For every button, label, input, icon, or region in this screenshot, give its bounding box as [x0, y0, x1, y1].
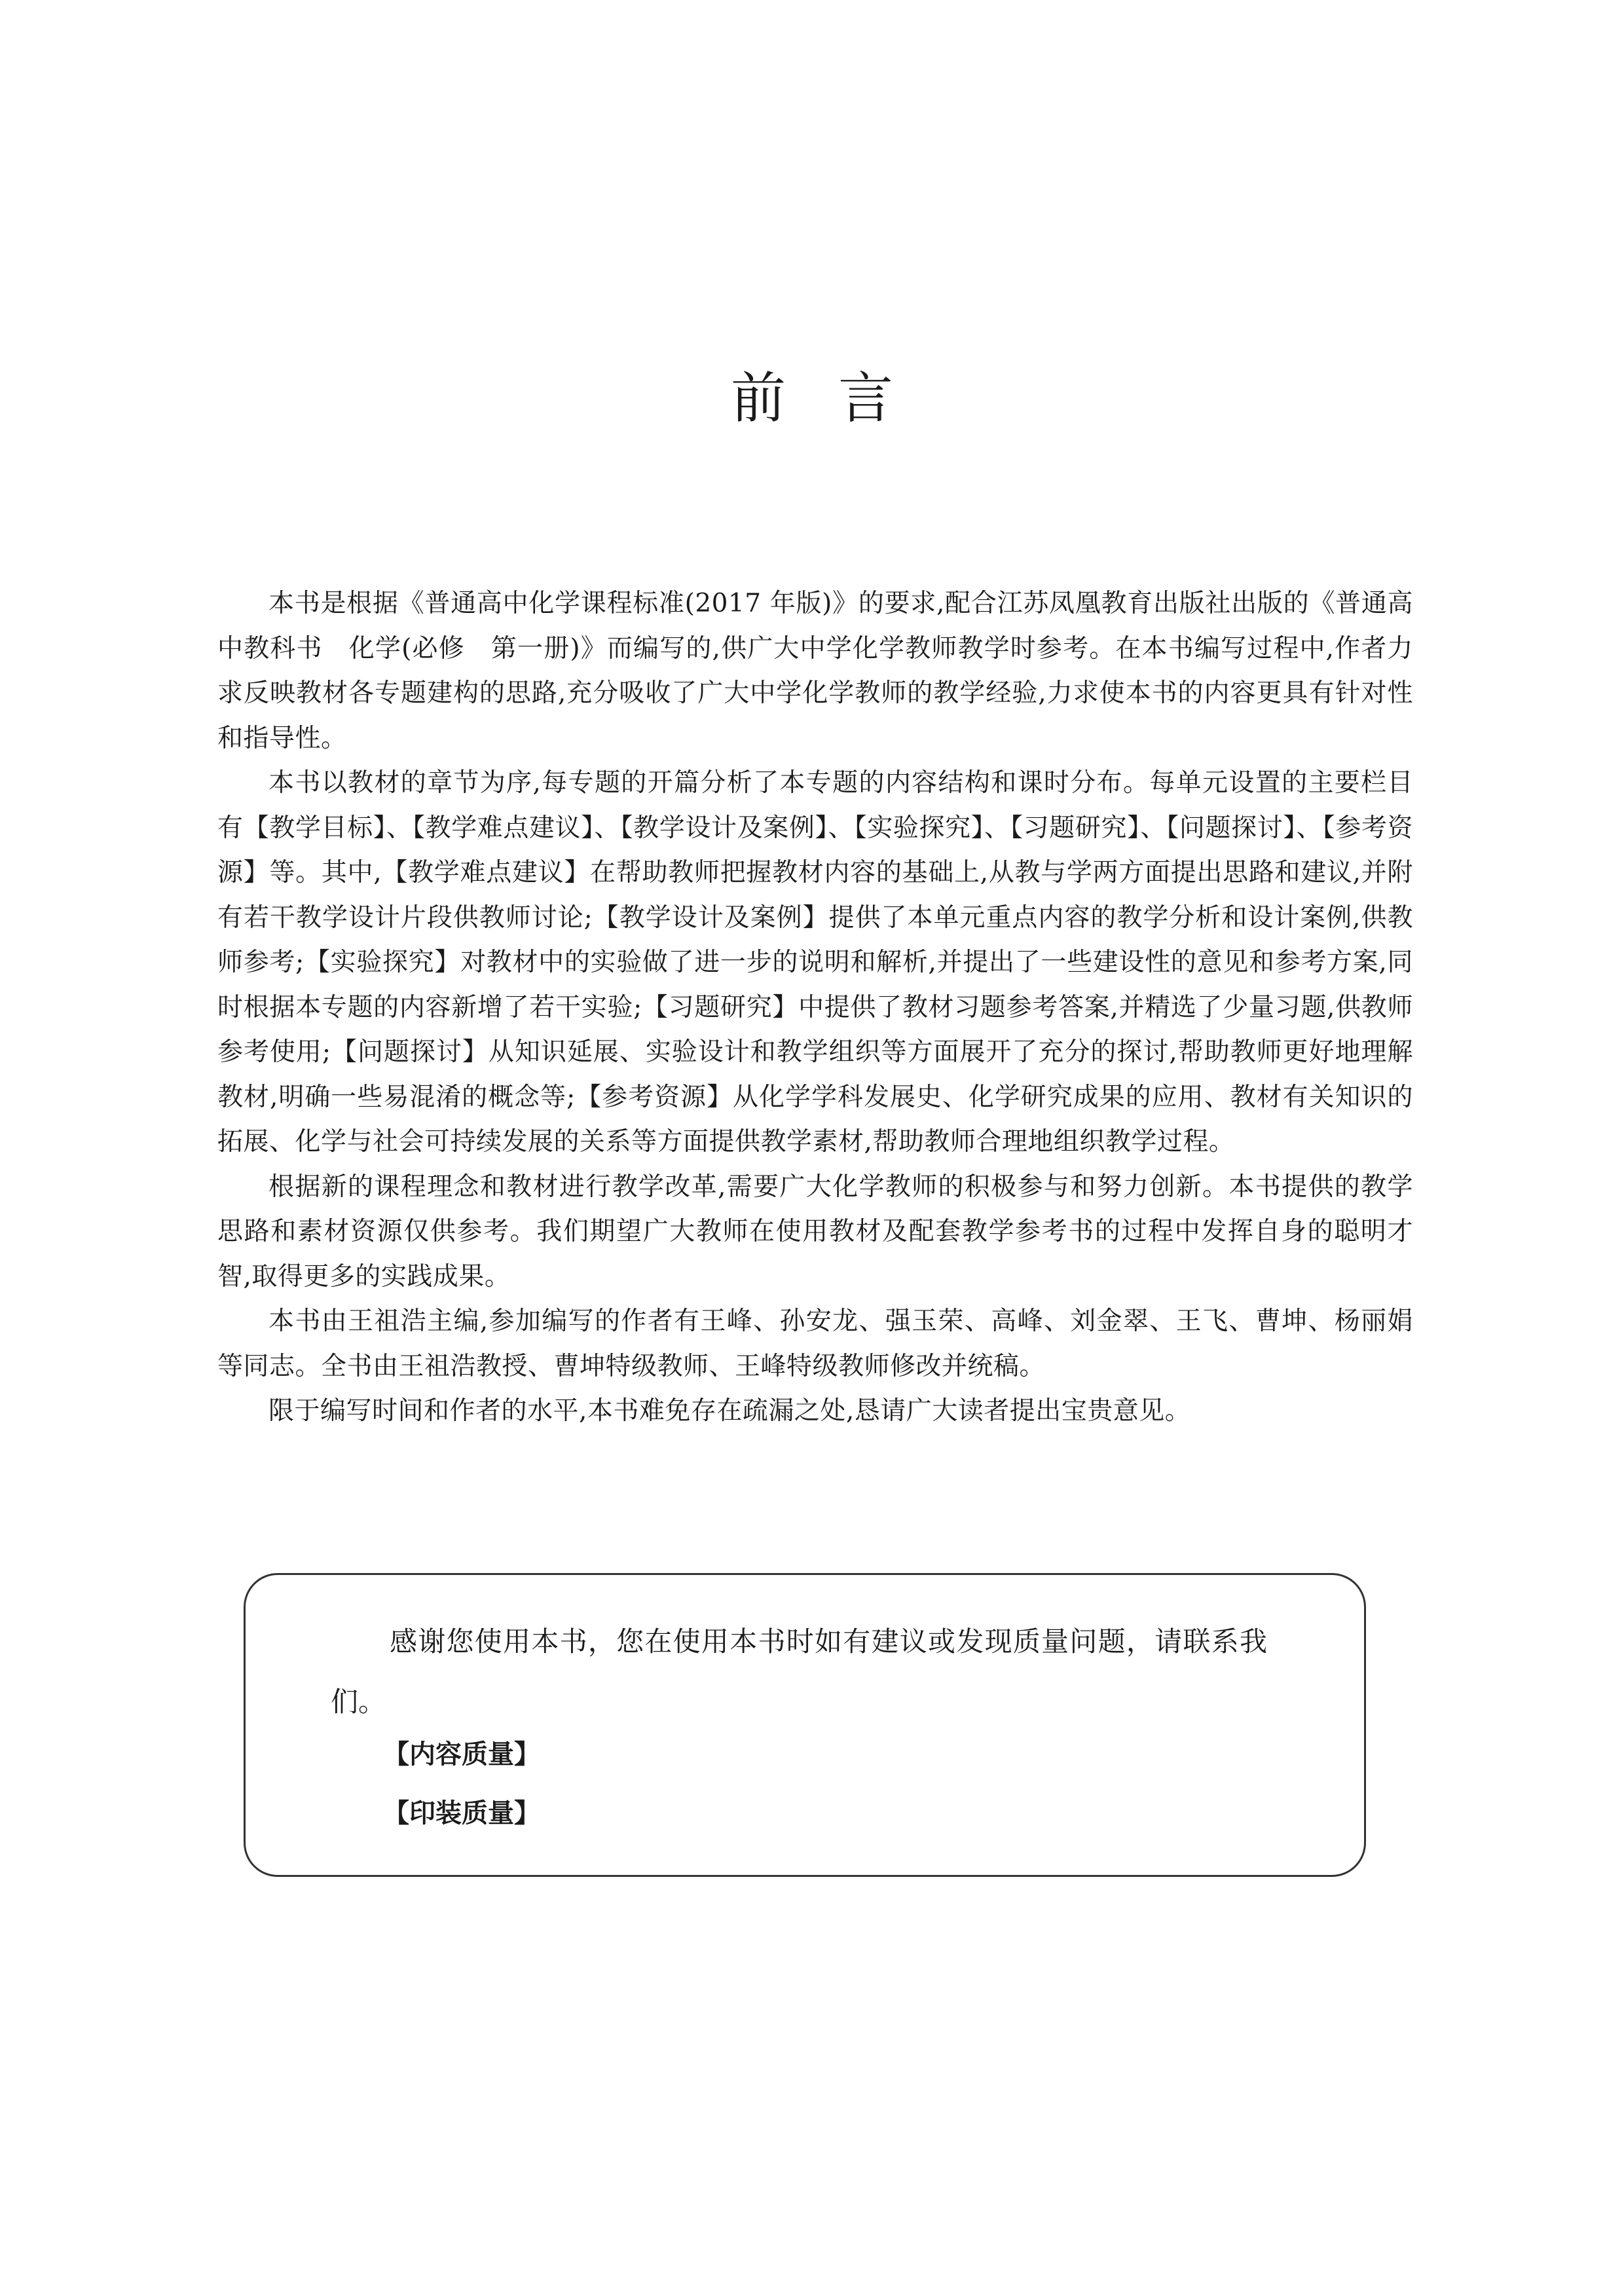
preface-body [217, 582, 1413, 1434]
preface-paragraph: 根据新的课程理念和教材进行教学改革,需要广大化学教师的积极参与和努力创新。本书提供的教学思路和素材资源仅供参考。我们期望广大教师在使用教材及配套教学参考书的过程中发挥自身的聪明才智,取得更多的实践成果。 [217, 1172, 1413, 1291]
preface-paragraph: 限于编写时间和作者的水平,本书难免存在疏漏之处,恳请广大读者提出宝贵意见。 [268, 1396, 1191, 1426]
preface-paragraph: 本书是根据《普通高中化学课程标准(2017 年版)》的要求,配合江苏凤凰教育出版社出版的《普通高中教科书 化学(必修 第一册)》而编写的,供广大中学化学教师教学时参考。在本书编写过程中,作者力求反映教材各专题建构的思路,充分吸收了广大中学化学教师的教学经验,力求使本书的内容更具有针对性和指导性。 [217, 589, 1413, 753]
feedback-notice-text: 感谢您使用本书，您在使用本书时如有建议或发现质量问题，请联系我们。 [331, 1625, 1267, 1718]
page-title: 前言 [730, 366, 946, 430]
feedback-notice-box [244, 1573, 1366, 1877]
preface-paragraph: 本书以教材的章节为序,每专题的开篇分析了本专题的内容结构和课时分布。每单元设置的主要栏目有【教学目标】、【教学难点建议】、【教学设计及案例】、【实验探究】、【习题研究】、【问题探讨】、【参考资源】等。其中,【教学难点建议】在帮助教师把握教材内容的基础上,从教与学两方面提出思路和建议,并附有若干教学设计片段供教师讨论;【教学设计及案例】提供了本单元重点内容的教学分析和设计案例,供教师参考;【实验探究】对教材中的实验做了进一步的说明和解析,并提出了一些建设性的意见和参考方案,同时根据本专题的内容新增了若干实验;【习题研究】中提供了教材习题参考答案,并精选了少量习题,供教师参考使用;【问题探讨】从知识延展、实验设计和教学组织等方面展开了充分的探讨,帮助教师更好地理解教材,明确一些易混淆的概念等;【参考资源】从化学学科发展史、化学研究成果的应用、教材有关知识的拓展、化学与社会可持续发展的关系等方面提供教学素材,帮助教师合理地组织教学过程。 [217, 768, 1413, 1157]
print-quality-label: 【印装质量】 [383, 1798, 540, 1828]
content-quality-label: 【内容质量】 [383, 1739, 540, 1769]
preface-paragraph: 本书由王祖浩主编,参加编写的作者有王峰、孙安龙、强玉荣、高峰、刘金翠、王飞、曹坤、杨丽娟等同志。全书由王祖浩教授、曹坤特级教师、王峰特级教师修改并统稿。 [217, 1306, 1413, 1381]
